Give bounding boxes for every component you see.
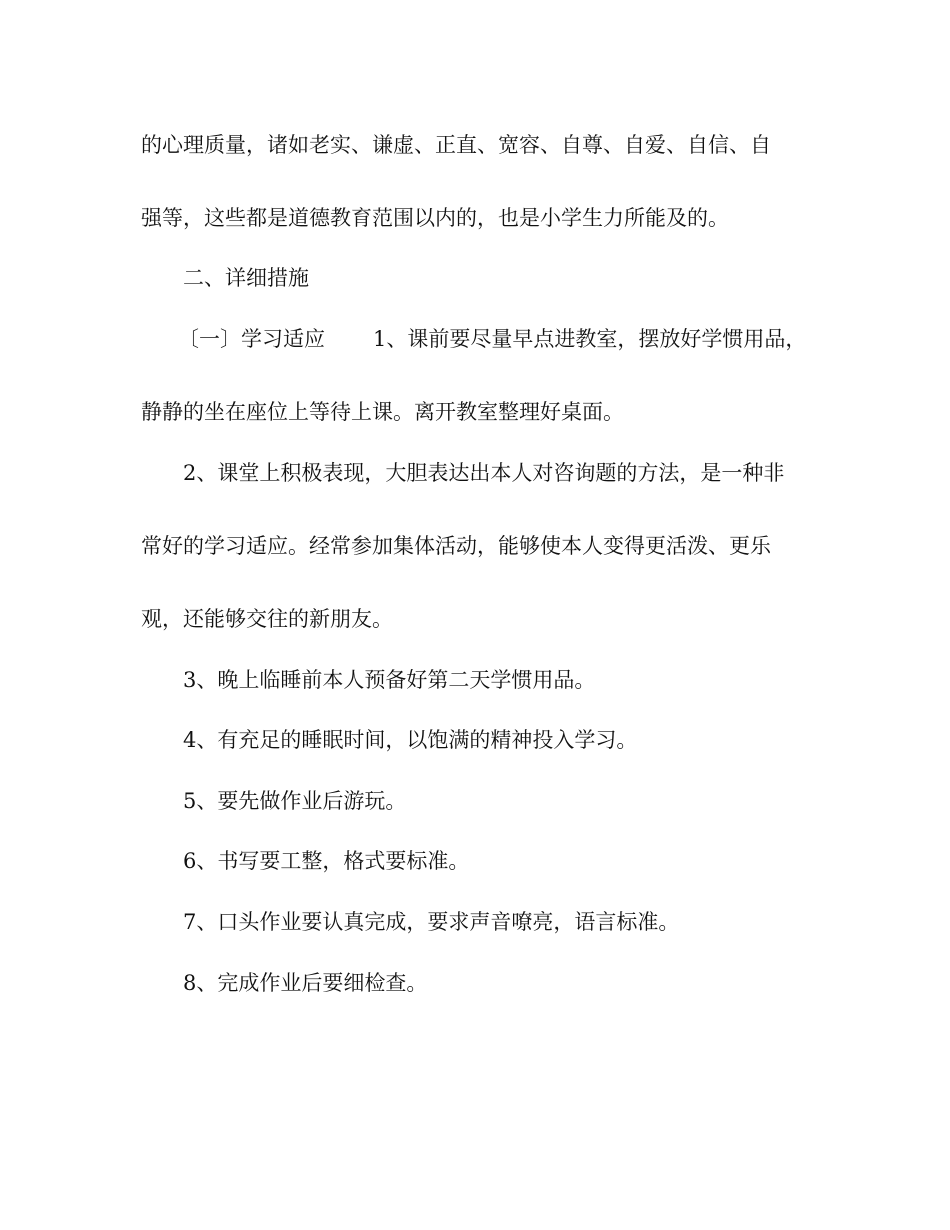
item-2-line-3: 观，还能够交往的新朋友。: [141, 607, 393, 631]
intro-line-1: 的心理质量，诸如老实、谦虚、正直、宽容、自尊、自爱、自信、自: [141, 133, 771, 157]
item-1-line-2: 静静的坐在座位上等待上课。离开教室整理好桌面。: [141, 400, 624, 424]
item-5: 5、要先做作业后游玩。: [183, 789, 407, 813]
subsection-label: 〔一〕学习适应: [178, 327, 325, 351]
item-3: 3、晚上临睡前本人预备好第二天学惯用品。: [183, 668, 596, 692]
section-heading: 二、详细措施: [183, 266, 309, 290]
item-7: 7、口头作业要认真完成，要求声音嘹亮，语言标准。: [183, 910, 680, 934]
item-2-line-1: 2、课堂上积极表现，大胆表达出本人对咨询题的方法，是一种非: [183, 461, 785, 485]
intro-line-2: 强等，这些都是道德教育范围以内的，也是小学生力所能及的。: [141, 206, 729, 230]
item-1-line-1: 1、课前要尽量早点进教室，摆放好学惯用品，: [373, 327, 807, 351]
subsection-line: [178, 324, 806, 354]
item-4: 4、有充足的睡眠时间，以饱满的精神投入学习。: [183, 728, 638, 752]
item-8: 8、完成作业后要细检查。: [183, 971, 428, 995]
item-6: 6、书写要工整，格式要标准。: [183, 849, 470, 873]
item-2-line-2: 常好的学习适应。经常参加集体活动，能够使本人变得更活泼、更乐: [141, 534, 771, 558]
